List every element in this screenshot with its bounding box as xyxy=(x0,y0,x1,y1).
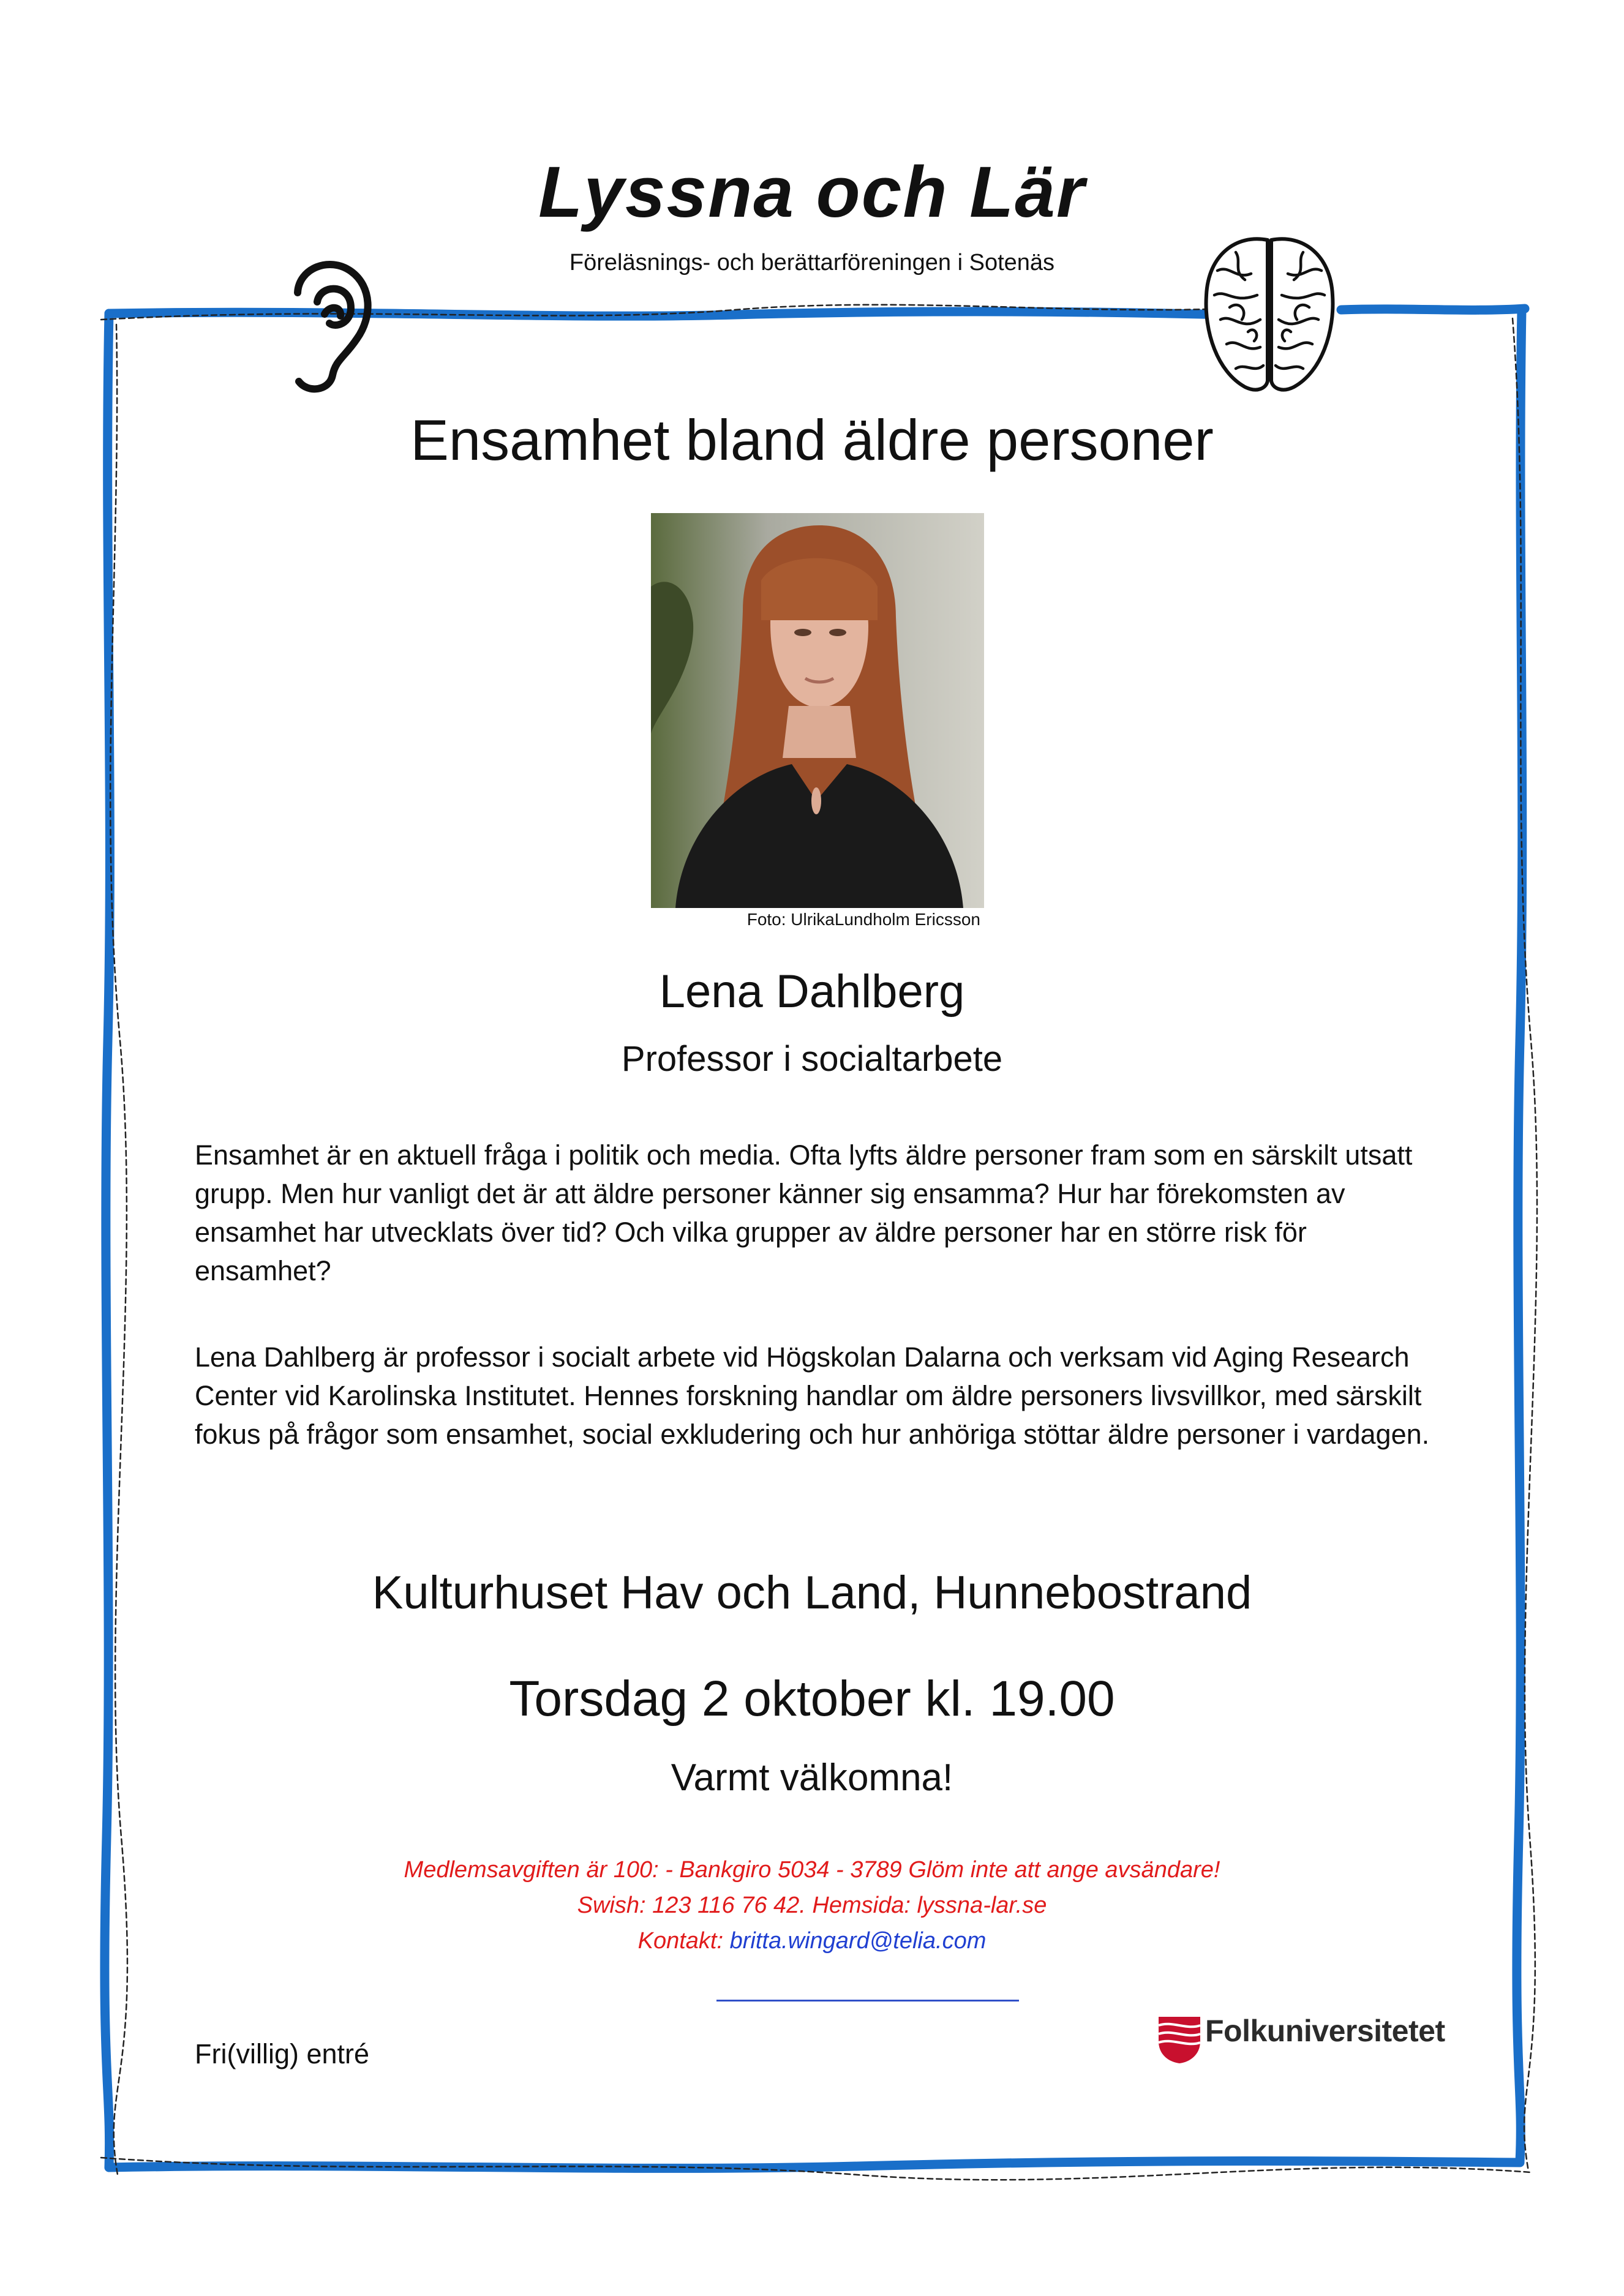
contact-info xyxy=(0,1923,1624,1959)
swish-website-info: Swish: 123 116 76 42. Hemsida: lyssna-lar.se xyxy=(577,1893,1047,1918)
organization-title: Lyssna och Lär xyxy=(538,152,1086,233)
organization-subtitle: Föreläsnings- och berättarföreningen i Sotenäs xyxy=(569,250,1055,276)
event-datetime: Torsdag 2 oktober kl. 19.00 xyxy=(509,1671,1115,1727)
ear-icon xyxy=(280,256,378,397)
intro-paragraph: Ensamhet är en aktuell fråga i politik och media. Ofta lyfts äldre personer fram som en särskilt utsatt grupp. Men hur vanligt det är att äldre personer känner sig ensamma? Hur har förekomsten av ensamhet har utvecklats över tid? Och vilka grupper av äldre personer har en större risk för ensamhet? xyxy=(195,1139,1413,1286)
event-title: Ensamhet bland äldre personer xyxy=(410,408,1214,472)
speaker-photo xyxy=(651,513,984,908)
event-venue: Kulturhuset Hav och Land, Hunnebostrand xyxy=(372,1567,1252,1619)
bio-paragraph: Lena Dahlberg är professor i socialt arbete vid Högskolan Dalarna och verksam vid Aging Research Center vid Karolinska Institutet. Hennes forskning handlar om äldre personers livsvillkor, med särskilt fokus på frågor som ensamhet, social exkludering och hur anhöriga stöttar äldre personer i vardagen. xyxy=(195,1341,1430,1450)
photo-credit: Foto: UlrikaLundholm Ericsson xyxy=(746,910,980,929)
admission-text: Fri(villig) entré xyxy=(195,2038,370,2069)
contact-email-link[interactable]: britta.wingard@telia.com xyxy=(729,1928,987,1954)
folkuniversitetet-logo-text: Folkuniversitetet xyxy=(1205,2014,1445,2048)
brain-icon xyxy=(1199,228,1340,399)
speaker-name: Lena Dahlberg xyxy=(659,966,965,1018)
speaker-role: Professor i socialtarbete xyxy=(621,1039,1003,1079)
folkuniversitetet-logo-icon xyxy=(1156,2012,1203,2065)
membership-fee-info: Medlemsavgiften är 100: - Bankgiro 5034 - 3789 Glöm inte att ange avsändare! xyxy=(404,1857,1220,1883)
contact-label: Kontakt: xyxy=(637,1928,724,1954)
welcome-text: Varmt välkomna! xyxy=(671,1757,953,1799)
divider-line xyxy=(716,2000,1019,2001)
